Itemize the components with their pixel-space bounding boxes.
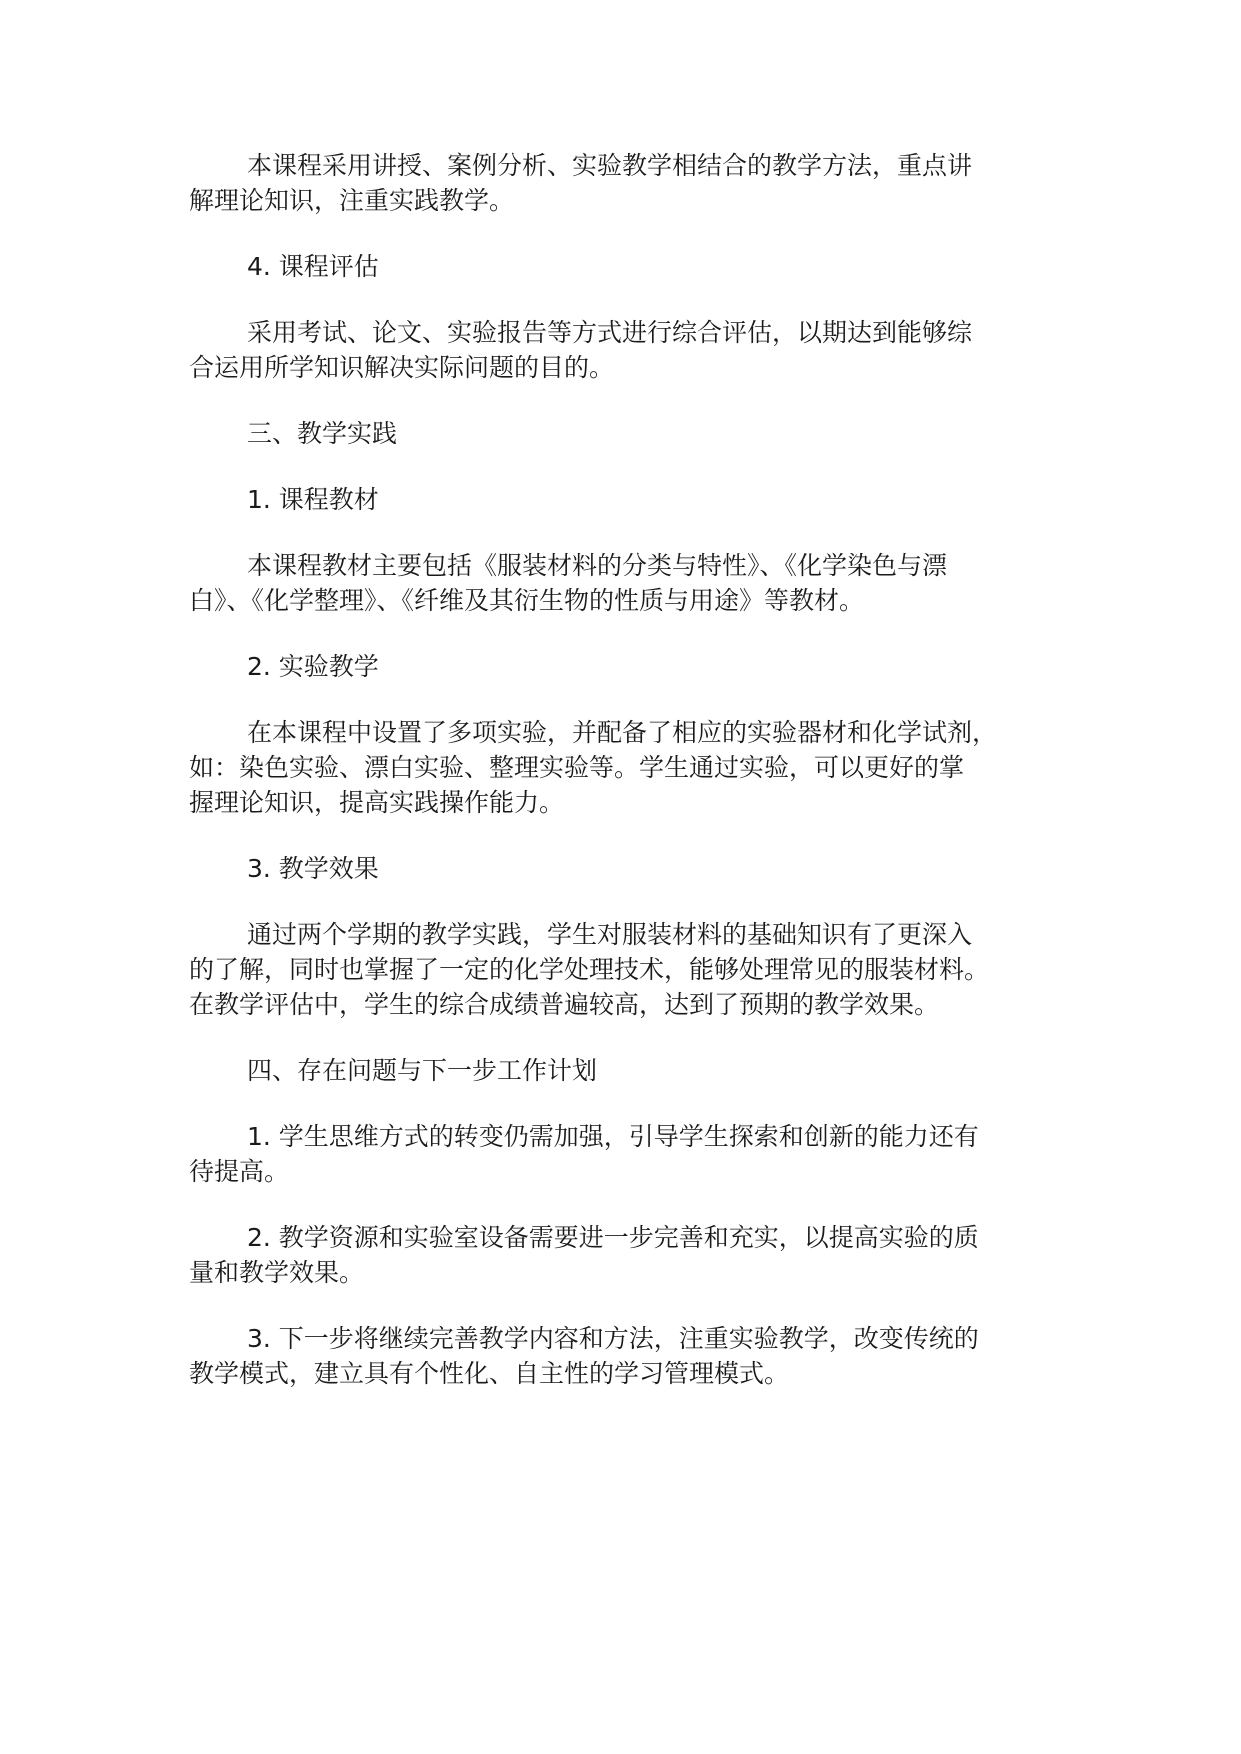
text-line: 2. 教学资源和实验室设备需要进一步完善和充实，以提高实验的质 bbox=[247, 1223, 979, 1252]
text-line: 本课程教材主要包括《服装材料的分类与特性》、《化学染色与漂 bbox=[247, 551, 948, 580]
text-line: 1. 课程教材 bbox=[247, 485, 379, 514]
text-line: 的了解，同时也掌握了一定的化学处理技术，能够处理常见的服装材料。 bbox=[189, 955, 990, 984]
list-item-problem-2 bbox=[189, 1220, 1089, 1290]
text-line: 白》、《化学整理》、《纤维及其衍生物的性质与用途》等教材。 bbox=[189, 586, 865, 615]
text-line: 量和教学效果。 bbox=[189, 1258, 365, 1287]
text-line: 1. 学生思维方式的转变仍需加强，引导学生探索和创新的能力还有 bbox=[247, 1122, 979, 1151]
heading-experiment-teaching bbox=[189, 649, 1089, 684]
paragraph-evaluation bbox=[189, 315, 1089, 385]
text-line: 待提高。 bbox=[189, 1157, 290, 1186]
heading-teaching-results bbox=[189, 851, 1089, 886]
document-body bbox=[189, 148, 1089, 1391]
text-line: 在本课程中设置了多项实验，并配备了相应的实验器材和化学试剂， bbox=[247, 718, 998, 747]
heading-course-evaluation bbox=[189, 249, 1089, 284]
text-line: 握理论知识，提高实践操作能力。 bbox=[189, 788, 565, 817]
text-line: 解理论知识，注重实践教学。 bbox=[189, 186, 515, 215]
text-line: 如：染色实验、漂白实验、整理实验等。学生通过实验，可以更好的掌 bbox=[189, 753, 965, 782]
text-line: 合运用所学知识解决实际问题的目的。 bbox=[189, 353, 615, 382]
text-line: 4. 课程评估 bbox=[247, 252, 379, 281]
paragraph-teaching-results bbox=[189, 917, 1089, 1022]
text-line: 3. 教学效果 bbox=[247, 854, 379, 883]
paragraph-teaching-method bbox=[189, 148, 1089, 218]
section-heading-teaching-practice bbox=[189, 416, 1089, 451]
text-line: 三、教学实践 bbox=[247, 419, 398, 448]
paragraph-course-materials bbox=[189, 548, 1089, 618]
text-line: 四、存在问题与下一步工作计划 bbox=[247, 1056, 598, 1085]
text-line: 本课程采用讲授、案例分析、实验教学相结合的教学方法，重点讲 bbox=[247, 151, 973, 180]
text-line: 3. 下一步将继续完善教学内容和方法，注重实验教学，改变传统的 bbox=[247, 1324, 979, 1353]
text-line: 在教学评估中，学生的综合成绩普遍较高，达到了预期的教学效果。 bbox=[189, 990, 940, 1019]
text-line: 采用考试、论文、实验报告等方式进行综合评估，以期达到能够综 bbox=[247, 318, 973, 347]
heading-course-materials bbox=[189, 482, 1089, 517]
section-heading-problems-and-plan bbox=[189, 1053, 1089, 1088]
text-line: 通过两个学期的教学实践，学生对服装材料的基础知识有了更深入 bbox=[247, 920, 973, 949]
list-item-problem-3 bbox=[189, 1321, 1089, 1391]
paragraph-experiment-teaching bbox=[189, 715, 1089, 820]
text-line: 2. 实验教学 bbox=[247, 652, 379, 681]
text-line: 教学模式，建立具有个性化、自主性的学习管理模式。 bbox=[189, 1359, 790, 1388]
list-item-problem-1 bbox=[189, 1119, 1089, 1189]
